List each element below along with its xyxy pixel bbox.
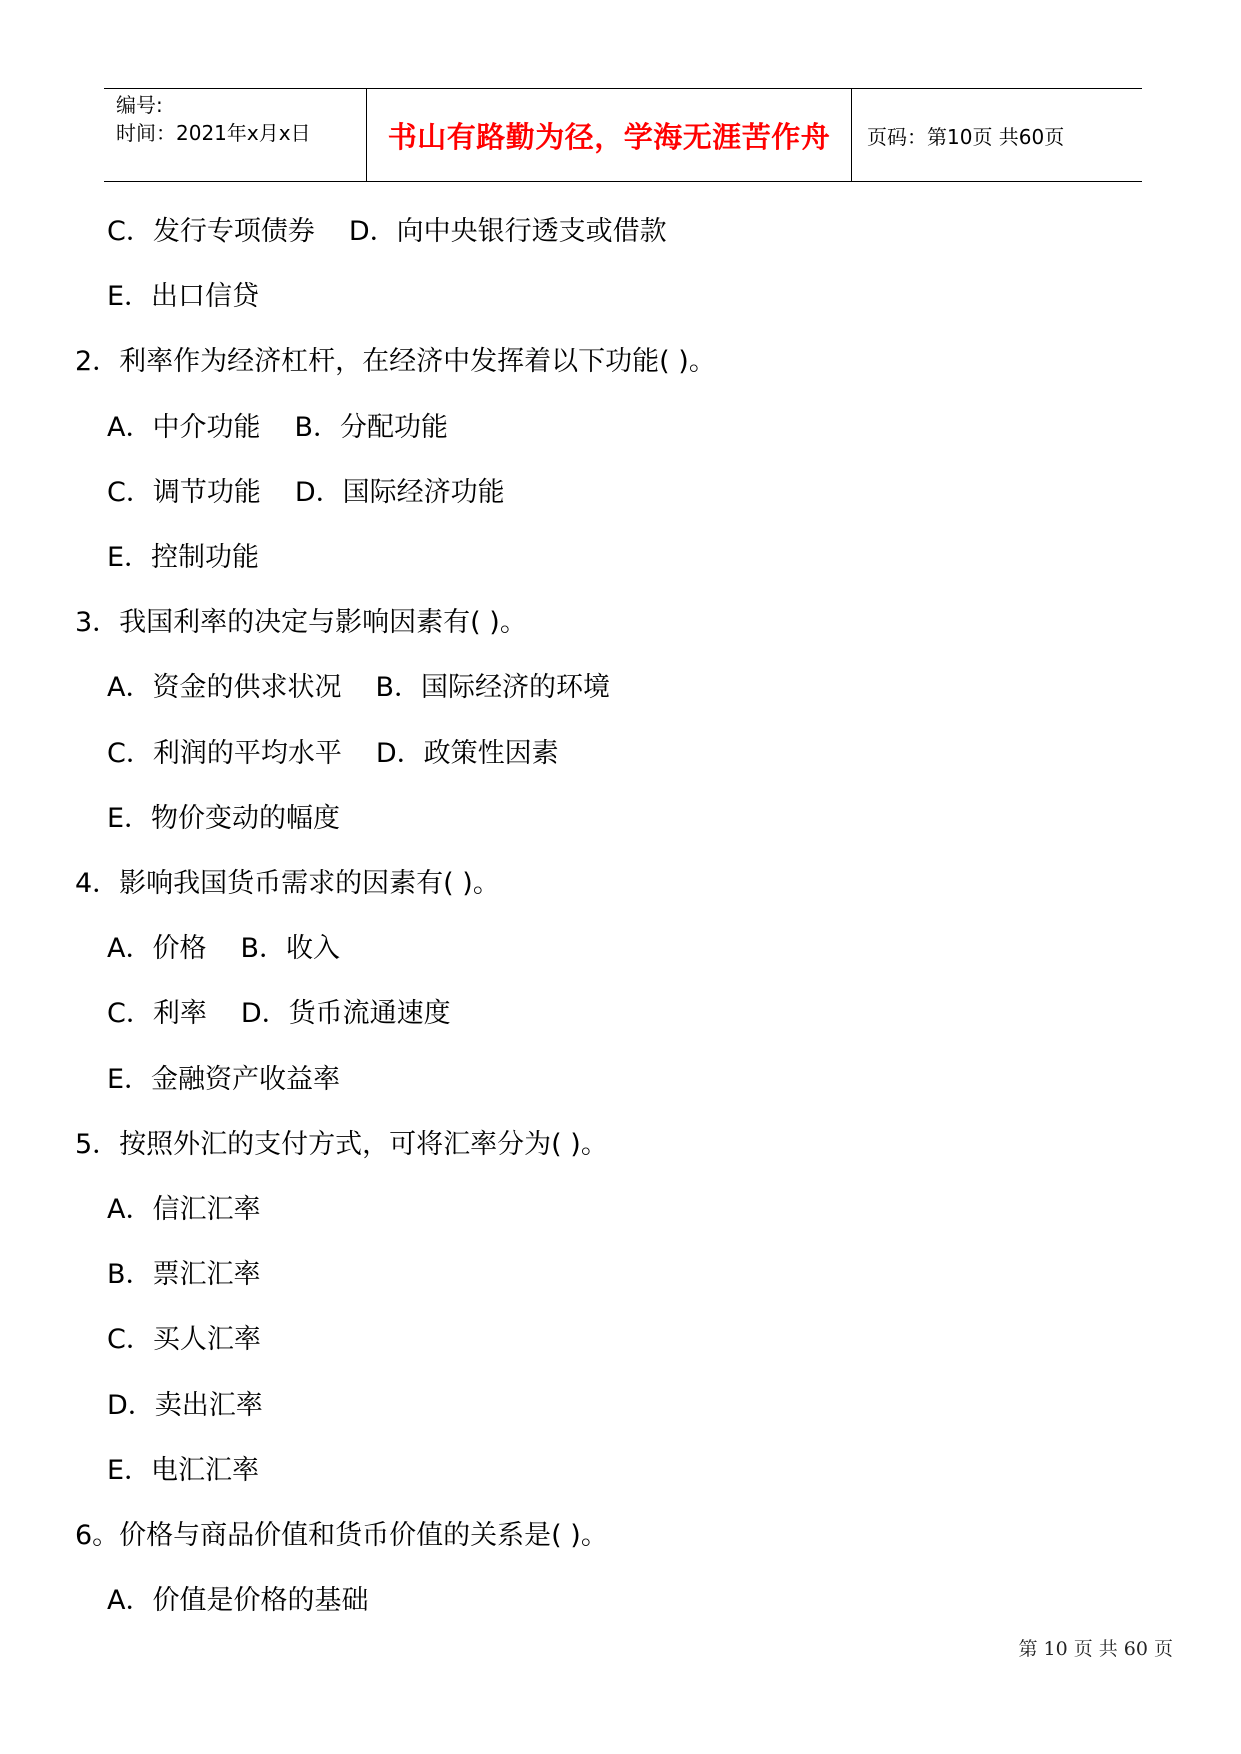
option-text: C．调节功能 xyxy=(107,476,261,508)
header-motto: 书山有路勤为径，学海无涯苦作舟 xyxy=(387,119,831,154)
option-text: B．票汇汇率 xyxy=(107,1259,261,1291)
option-row xyxy=(107,476,505,510)
header-page-info: 页码：第10页 共60页 xyxy=(867,124,1065,149)
option-text: C．利润的平均水平 xyxy=(107,737,342,769)
option-text: E．出口信贷 xyxy=(107,281,260,313)
option-text: B．收入 xyxy=(240,933,341,965)
option-text: E．电汇汇率 xyxy=(107,1454,260,1486)
option-text: A．信汇汇率 xyxy=(107,1194,261,1225)
option-text: D．卖出汇率 xyxy=(107,1389,263,1421)
option-text: C．利率 xyxy=(107,998,207,1030)
option-text: B．国际经济的环境 xyxy=(375,672,611,704)
question-text: 5．按照外汇的支付方式，可将汇率分为( )。 xyxy=(75,1128,608,1160)
option-row xyxy=(107,1584,368,1618)
option-text: A．中介功能 xyxy=(107,411,261,443)
option-row xyxy=(107,997,451,1031)
option-text: A．价格 xyxy=(107,933,207,965)
header-motto-cell xyxy=(367,89,852,181)
option-row xyxy=(107,1258,261,1292)
option-row xyxy=(107,215,667,249)
option-row xyxy=(107,1063,340,1097)
option-text: A．价值是价格的基础 xyxy=(107,1585,369,1617)
question-text: 3．我国利率的决定与影响因素有( )。 xyxy=(75,607,527,639)
question-text: 4．影响我国货币需求的因素有( )。 xyxy=(75,868,500,899)
option-text: E．物价变动的幅度 xyxy=(107,802,341,834)
option-row xyxy=(107,541,259,575)
option-row xyxy=(107,671,610,705)
option-text: D．货币流通速度 xyxy=(240,998,451,1030)
page-footer: 第 10 页 共 60 页 xyxy=(1018,1638,1173,1660)
option-text: C．买人汇率 xyxy=(107,1324,261,1356)
option-row xyxy=(107,1389,263,1423)
option-row xyxy=(107,1454,259,1488)
option-text: D．政策性因素 xyxy=(375,737,559,769)
option-row xyxy=(107,411,448,445)
option-row xyxy=(107,737,559,771)
option-text: D．国际经济功能 xyxy=(294,476,505,508)
option-text: D．向中央银行透支或借款 xyxy=(348,216,667,247)
option-text: B．分配功能 xyxy=(294,411,449,443)
option-row xyxy=(107,932,340,966)
option-text: A．资金的供求状况 xyxy=(107,672,342,704)
page-header xyxy=(104,88,1142,182)
header-left-cell xyxy=(104,89,367,181)
option-row xyxy=(107,1193,260,1227)
header-page-cell xyxy=(853,89,1142,181)
option-row xyxy=(107,280,259,314)
option-text: C．发行专项债券 xyxy=(107,216,315,247)
option-row xyxy=(107,802,340,836)
document-time-label: 时间：2021年x月x日 xyxy=(116,121,311,145)
option-text: E．金融资产收益率 xyxy=(107,1063,341,1095)
question-text: 2．利率作为经济杠杆，在经济中发挥着以下功能( )。 xyxy=(75,346,716,378)
document-number-label: 编号: xyxy=(116,93,163,117)
option-text: E．控制功能 xyxy=(107,542,260,573)
question-text: 6。价格与商品价值和货币价值的关系是( )。 xyxy=(75,1520,608,1551)
option-row xyxy=(107,1323,261,1357)
